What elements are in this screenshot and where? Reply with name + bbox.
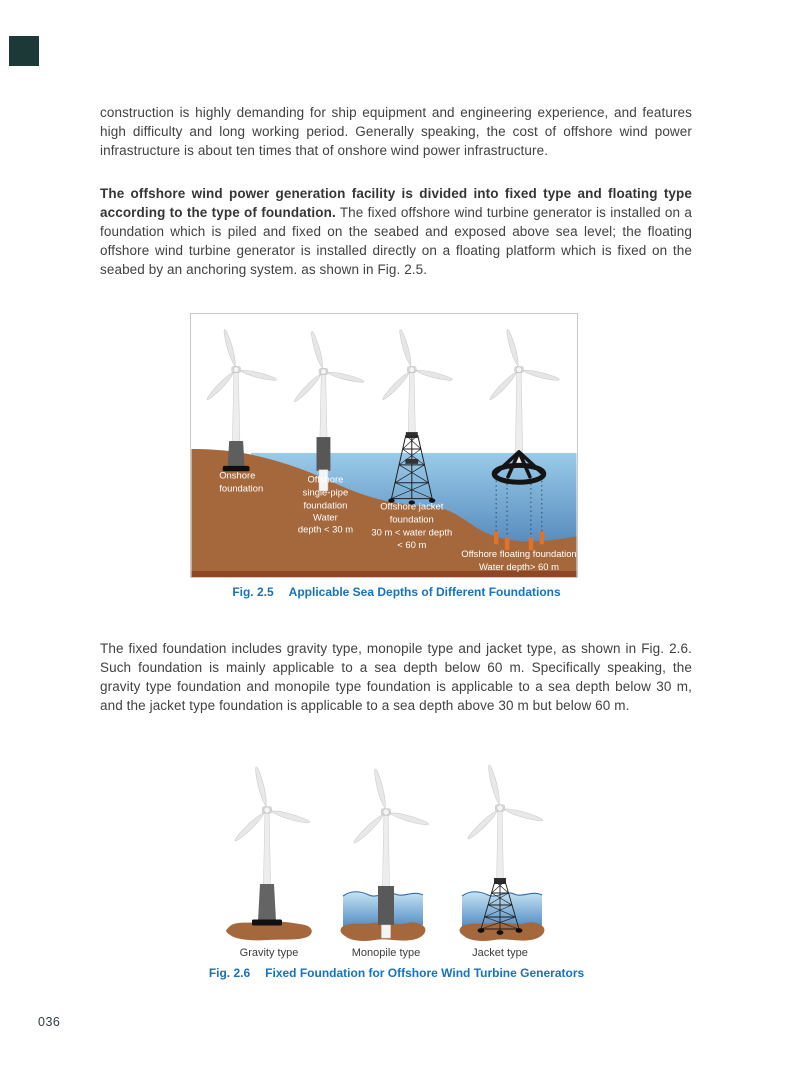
- label-jacket-type: Jacket type: [472, 947, 528, 959]
- svg-text:single-pipe: single-pipe: [302, 486, 349, 498]
- figure-2-5-caption: [0, 585, 793, 599]
- chapter-corner-mark: [9, 36, 39, 66]
- figure-2-5-caption-title: Applicable Sea Depths of Different Foundations: [288, 585, 561, 599]
- label-jacket: Offshore jacket: [380, 500, 444, 512]
- paragraph-2: [100, 184, 692, 279]
- figure-2-5-illustration: [190, 313, 578, 578]
- figure-2-6-caption: [0, 966, 793, 980]
- turbine-gravity-type: [218, 757, 312, 940]
- figure-2-6-caption-title: Fixed Foundation for Offshore Wind Turbine Generators: [265, 966, 585, 980]
- turbine-jacket-type: [451, 755, 545, 941]
- turbine-onshore: [191, 319, 278, 471]
- paragraph-3: The fixed foundation includes gravity type, monopile type and jacket type, as shown in Fig. 2.6. Such foundation is mainly applicable to a sea depth below 60 m. Specifically speaking, the gravity type foundation and monopile type foundation is applicable to a sea depth below 30 m, and the jacket type foundation is applicable to a sea depth above 30 m but below 60 m.: [100, 641, 692, 713]
- paragraph-2-bold-lead: The offshore wind power generation facility is divided into fixed type and floating type according to the type of foundation.: [100, 186, 692, 220]
- page-number: 036: [38, 1015, 61, 1029]
- label-floating: Offshore floating foundation: [461, 548, 577, 560]
- svg-text:Water depth> 60 m: Water depth> 60 m: [479, 561, 559, 573]
- paragraph-2-rest: The fixed offshore wind turbine generator is installed on a foundation which is piled and fixed on the seabed and exposed above sea level; the floating offshore wind turbine generator is installed directly on a floating platform which is fixed on the seabed by an anchoring system. as shown in Fig. 2.5.: [100, 205, 693, 277]
- svg-text:depth < 30 m: depth < 30 m: [297, 523, 354, 535]
- fixed-foundation-diagram: [215, 755, 571, 962]
- figure-2-6-caption-label: Fig. 2.6: [208, 966, 251, 980]
- label-single-pipe: Offshore: [307, 473, 344, 485]
- label-onshore: Onshore: [219, 469, 256, 481]
- label-monopile-type: Monopile type: [351, 947, 421, 959]
- svg-text:foundation: foundation: [303, 499, 348, 511]
- svg-text:Water: Water: [313, 511, 338, 523]
- turbine-monopile-type: [337, 759, 431, 941]
- sea-depth-diagram: [191, 314, 577, 577]
- paragraph-1: construction is highly demanding for ship equipment and engineering experience, and features high difficulty and long working period. Generally speaking, the cost of offshore wind power infrastructure is about ten times that of onshore wind power infrastructure.: [100, 105, 692, 158]
- label-onshore-2: foundation: [219, 482, 264, 494]
- figure-2-6-illustration: [215, 755, 571, 962]
- figure-2-5-caption-label: Fig. 2.5: [232, 585, 274, 599]
- svg-text:< 60 m: < 60 m: [397, 539, 427, 551]
- label-gravity-type: Gravity type: [239, 947, 299, 959]
- svg-text:30 m < water depth: 30 m < water depth: [371, 526, 453, 538]
- svg-text:foundation: foundation: [389, 513, 434, 525]
